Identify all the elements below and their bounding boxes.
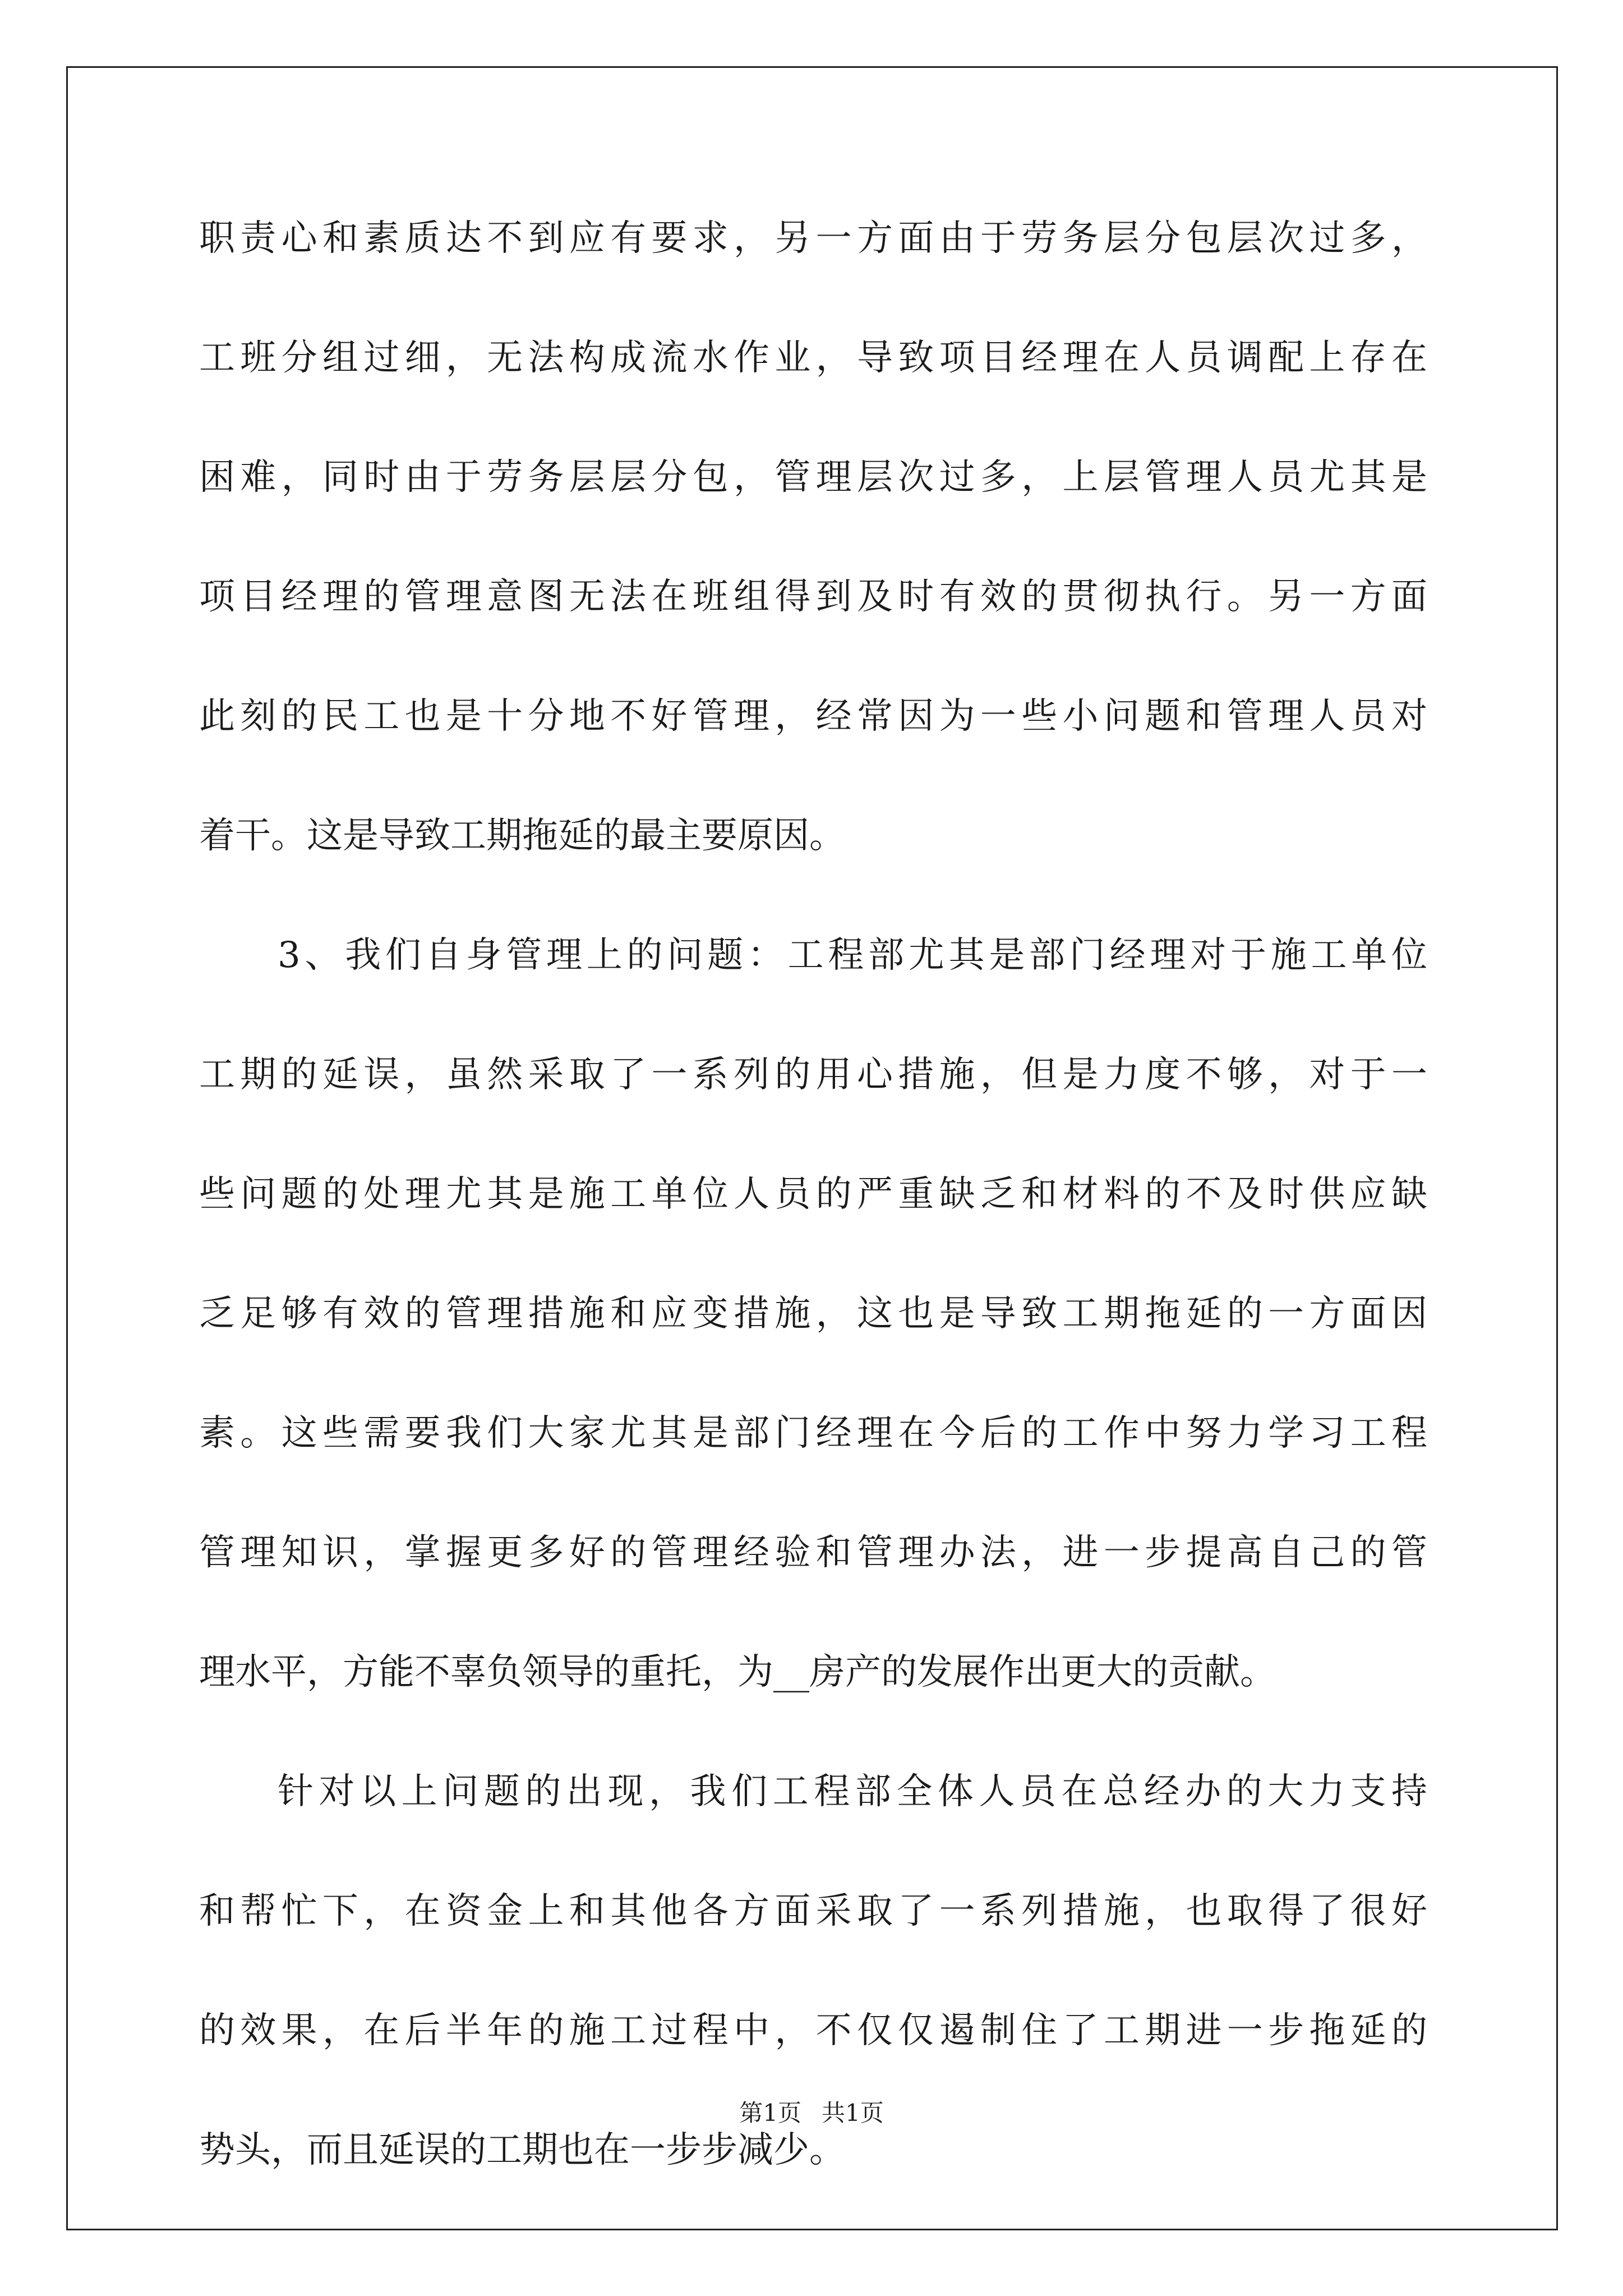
text-line: 此刻的民工也是十分地不好管理，经常因为一些小问题和管理人员对 bbox=[199, 696, 1427, 737]
text-line: 乏足够有效的管理措施和应变措施，这也是导致工期拖延的一方面因 bbox=[199, 1293, 1427, 1335]
text-line: 着干。这是导致工期拖延的最主要原因。 bbox=[199, 815, 845, 857]
text-line: 素。这些需要我们大家尤其是部门经理在今后的工作中努力学习工程 bbox=[199, 1412, 1427, 1454]
text-line: 困难，同时由于劳务层层分包，管理层次过多，上层管理人员尤其是 bbox=[199, 457, 1427, 498]
page-footer bbox=[0, 2095, 1623, 2128]
page-total: 共1页 bbox=[822, 2099, 884, 2127]
text-line: 工班分组过细，无法构成流水作业，导致项目经理在人员调配上存在 bbox=[199, 337, 1427, 379]
page-number: 第1页 bbox=[739, 2099, 801, 2127]
text-line: 的效果，在后半年的施工过程中，不仅仅遏制住了工期进一步拖延的 bbox=[199, 2010, 1427, 2051]
text-line: 些问题的处理尤其是施工单位人员的严重缺乏和材料的不及时供应缺 bbox=[199, 1174, 1427, 1215]
text-line: 势头，而且延误的工期也在一步步减少。 bbox=[199, 2129, 845, 2171]
text-line: 和帮忙下，在资金上和其他各方面采取了一系列措施，也取得了很好 bbox=[199, 1890, 1427, 1932]
text-line: 项目经理的管理意图无法在班组得到及时有效的贯彻执行。另一方面 bbox=[199, 576, 1427, 618]
text-line: 管理知识，掌握更多好的管理经验和管理办法，进一步提高自己的管 bbox=[199, 1532, 1427, 1573]
text-line: 理水平，方能不辜负领导的重托，为__房产的发展作出更大的贡献。 bbox=[199, 1651, 1276, 1693]
text-line: 职责心和素质达不到应有要求，另一方面由于劳务层分包层次过多， bbox=[199, 218, 1427, 259]
text-line: 针对以上问题的出现，我们工程部全体人员在总经办的大力支持 bbox=[278, 1771, 1427, 1812]
text-line: 工期的延误，虽然采取了一系列的用心措施，但是力度不够，对于一 bbox=[199, 1054, 1427, 1096]
text-line: 3、我们自身管理上的问题：工程部尤其是部门经理对于施工单位 bbox=[278, 935, 1427, 976]
